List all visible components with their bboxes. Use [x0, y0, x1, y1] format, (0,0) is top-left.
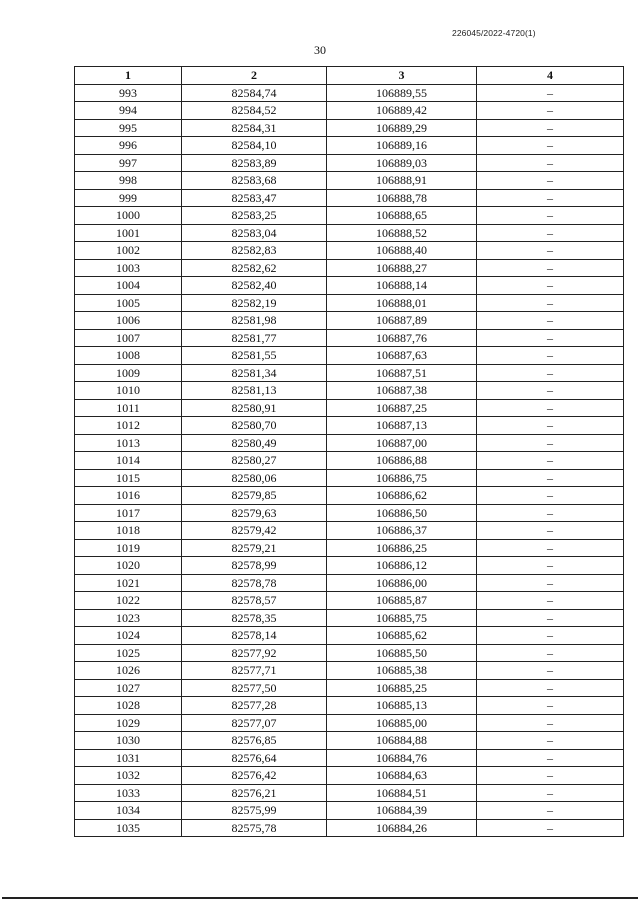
table-cell-col-4: – — [477, 154, 624, 172]
table-cell-col-1: 1014 — [75, 452, 182, 470]
table-row — [75, 539, 624, 557]
table-cell-col-4: – — [477, 207, 624, 225]
table-cell-col-2: 82582,40 — [182, 277, 327, 295]
table-row — [75, 819, 624, 837]
table-cell-col-2: 82580,91 — [182, 399, 327, 417]
table-row — [75, 329, 624, 347]
table-row — [75, 364, 624, 382]
table-cell-col-1: 1035 — [75, 819, 182, 837]
table-row — [75, 732, 624, 750]
table-cell-col-2: 82579,42 — [182, 522, 327, 540]
table-cell-col-4: – — [477, 557, 624, 575]
table-row — [75, 679, 624, 697]
table-cell-col-2: 82578,78 — [182, 574, 327, 592]
table-cell-col-2: 82580,70 — [182, 417, 327, 435]
table-cell-col-3: 106884,26 — [327, 819, 477, 837]
table-cell-col-1: 999 — [75, 189, 182, 207]
table-cell-col-3: 106888,52 — [327, 224, 477, 242]
table-cell-col-1: 1008 — [75, 347, 182, 365]
table-cell-col-2: 82583,25 — [182, 207, 327, 225]
table-cell-col-4: – — [477, 417, 624, 435]
table-cell-col-4: – — [477, 224, 624, 242]
table-cell-col-4: – — [477, 574, 624, 592]
table-cell-col-4: – — [477, 84, 624, 102]
table-cell-col-3: 106889,29 — [327, 119, 477, 137]
table-cell-col-1: 1005 — [75, 294, 182, 312]
table-cell-col-3: 106885,00 — [327, 714, 477, 732]
table-row — [75, 259, 624, 277]
table-cell-col-4: – — [477, 347, 624, 365]
table-cell-col-3: 106885,25 — [327, 679, 477, 697]
table-cell-col-1: 1017 — [75, 504, 182, 522]
table-cell-col-1: 1003 — [75, 259, 182, 277]
table-cell-col-1: 1032 — [75, 767, 182, 785]
table-row — [75, 102, 624, 120]
table-cell-col-1: 1025 — [75, 644, 182, 662]
table-cell-col-1: 1001 — [75, 224, 182, 242]
table-cell-col-4: – — [477, 172, 624, 190]
table-cell-col-1: 1018 — [75, 522, 182, 540]
table-cell-col-3: 106884,88 — [327, 732, 477, 750]
table-cell-col-2: 82580,27 — [182, 452, 327, 470]
table-row — [75, 802, 624, 820]
table-cell-col-2: 82578,57 — [182, 592, 327, 610]
table-row — [75, 557, 624, 575]
column-header-1: 1 — [75, 67, 182, 85]
table-cell-col-3: 106886,75 — [327, 469, 477, 487]
table-cell-col-4: – — [477, 329, 624, 347]
table-cell-col-3: 106887,89 — [327, 312, 477, 330]
table-row — [75, 504, 624, 522]
table-row — [75, 119, 624, 137]
coordinates-table — [74, 66, 624, 837]
table-cell-col-4: – — [477, 592, 624, 610]
table-row — [75, 609, 624, 627]
table-cell-col-2: 82581,55 — [182, 347, 327, 365]
table-cell-col-2: 82577,50 — [182, 679, 327, 697]
table-cell-col-3: 106889,55 — [327, 84, 477, 102]
table-row — [75, 224, 624, 242]
table-row — [75, 487, 624, 505]
table-row — [75, 154, 624, 172]
table-cell-col-4: – — [477, 644, 624, 662]
table-cell-col-4: – — [477, 767, 624, 785]
table-cell-col-3: 106884,63 — [327, 767, 477, 785]
table-cell-col-1: 1021 — [75, 574, 182, 592]
table-row — [75, 452, 624, 470]
table-cell-col-2: 82582,83 — [182, 242, 327, 260]
table-row — [75, 242, 624, 260]
table-cell-col-2: 82583,68 — [182, 172, 327, 190]
table-row — [75, 172, 624, 190]
table-cell-col-4: – — [477, 504, 624, 522]
table-cell-col-4: – — [477, 609, 624, 627]
table-cell-col-2: 82579,85 — [182, 487, 327, 505]
table-cell-col-4: – — [477, 452, 624, 470]
table-cell-col-4: – — [477, 189, 624, 207]
table-cell-col-3: 106885,75 — [327, 609, 477, 627]
table-cell-col-2: 82580,49 — [182, 434, 327, 452]
table-cell-col-4: – — [477, 732, 624, 750]
table-cell-col-2: 82578,99 — [182, 557, 327, 575]
table-row — [75, 749, 624, 767]
table-cell-col-3: 106888,14 — [327, 277, 477, 295]
table-cell-col-2: 82583,04 — [182, 224, 327, 242]
table-row — [75, 627, 624, 645]
table-cell-col-4: – — [477, 469, 624, 487]
table-row — [75, 294, 624, 312]
table-cell-col-1: 994 — [75, 102, 182, 120]
table-cell-col-3: 106886,12 — [327, 557, 477, 575]
table-cell-col-1: 1010 — [75, 382, 182, 400]
table-cell-col-4: – — [477, 784, 624, 802]
table-cell-col-3: 106884,39 — [327, 802, 477, 820]
table-cell-col-1: 1016 — [75, 487, 182, 505]
table-cell-col-4: – — [477, 382, 624, 400]
table-cell-col-1: 1033 — [75, 784, 182, 802]
table-cell-col-3: 106885,38 — [327, 662, 477, 680]
table-cell-col-3: 106886,37 — [327, 522, 477, 540]
table-header-row — [75, 67, 624, 85]
table-row — [75, 312, 624, 330]
table-cell-col-3: 106884,51 — [327, 784, 477, 802]
table-cell-col-1: 1019 — [75, 539, 182, 557]
table-cell-col-1: 998 — [75, 172, 182, 190]
table-row — [75, 434, 624, 452]
table-cell-col-2: 82583,47 — [182, 189, 327, 207]
table-row — [75, 469, 624, 487]
table-cell-col-2: 82582,19 — [182, 294, 327, 312]
table-cell-col-2: 82584,52 — [182, 102, 327, 120]
table-cell-col-4: – — [477, 242, 624, 260]
table-cell-col-2: 82580,06 — [182, 469, 327, 487]
table-cell-col-1: 1030 — [75, 732, 182, 750]
table-cell-col-1: 1023 — [75, 609, 182, 627]
table-cell-col-1: 1022 — [75, 592, 182, 610]
table-cell-col-3: 106887,63 — [327, 347, 477, 365]
table-cell-col-2: 82578,14 — [182, 627, 327, 645]
table-cell-col-3: 106886,88 — [327, 452, 477, 470]
table-cell-col-2: 82581,34 — [182, 364, 327, 382]
table-cell-col-1: 1015 — [75, 469, 182, 487]
table-cell-col-4: – — [477, 259, 624, 277]
table-cell-col-3: 106886,25 — [327, 539, 477, 557]
table-cell-col-4: – — [477, 102, 624, 120]
table-row — [75, 697, 624, 715]
table-cell-col-1: 1000 — [75, 207, 182, 225]
table-cell-col-3: 106888,78 — [327, 189, 477, 207]
table-cell-col-3: 106888,91 — [327, 172, 477, 190]
table-cell-col-1: 1012 — [75, 417, 182, 435]
table-cell-col-1: 997 — [75, 154, 182, 172]
table-cell-col-3: 106887,00 — [327, 434, 477, 452]
table-cell-col-3: 106886,62 — [327, 487, 477, 505]
table-cell-col-1: 1027 — [75, 679, 182, 697]
table-cell-col-2: 82582,62 — [182, 259, 327, 277]
table-cell-col-1: 1013 — [75, 434, 182, 452]
table-cell-col-4: – — [477, 364, 624, 382]
table-cell-col-4: – — [477, 522, 624, 540]
table-cell-col-2: 82583,89 — [182, 154, 327, 172]
table-cell-col-4: – — [477, 539, 624, 557]
table-cell-col-1: 993 — [75, 84, 182, 102]
table-cell-col-2: 82577,07 — [182, 714, 327, 732]
table-row — [75, 592, 624, 610]
table-cell-col-4: – — [477, 697, 624, 715]
table-cell-col-2: 82575,99 — [182, 802, 327, 820]
table-row — [75, 417, 624, 435]
table-cell-col-2: 82576,64 — [182, 749, 327, 767]
table-cell-col-3: 106886,00 — [327, 574, 477, 592]
table-cell-col-3: 106885,87 — [327, 592, 477, 610]
table-cell-col-4: – — [477, 662, 624, 680]
table-cell-col-3: 106888,01 — [327, 294, 477, 312]
table-cell-col-1: 1031 — [75, 749, 182, 767]
table-row — [75, 277, 624, 295]
table-body — [75, 84, 624, 837]
table-cell-col-2: 82575,78 — [182, 819, 327, 837]
table-row — [75, 347, 624, 365]
table-cell-col-2: 82579,63 — [182, 504, 327, 522]
table-cell-col-1: 1020 — [75, 557, 182, 575]
table-row — [75, 644, 624, 662]
table-cell-col-4: – — [477, 487, 624, 505]
table-cell-col-4: – — [477, 399, 624, 417]
table-cell-col-2: 82579,21 — [182, 539, 327, 557]
table-cell-col-2: 82578,35 — [182, 609, 327, 627]
table-cell-col-1: 1026 — [75, 662, 182, 680]
table-row — [75, 574, 624, 592]
table-row — [75, 189, 624, 207]
table-cell-col-1: 1006 — [75, 312, 182, 330]
table-cell-col-1: 996 — [75, 137, 182, 155]
table-cell-col-3: 106887,38 — [327, 382, 477, 400]
table-cell-col-4: – — [477, 679, 624, 697]
column-header-4: 4 — [477, 67, 624, 85]
table-cell-col-2: 82577,28 — [182, 697, 327, 715]
table-cell-col-2: 82577,92 — [182, 644, 327, 662]
column-header-2: 2 — [182, 67, 327, 85]
table-cell-col-3: 106885,62 — [327, 627, 477, 645]
table-cell-col-4: – — [477, 434, 624, 452]
table-cell-col-2: 82584,10 — [182, 137, 327, 155]
table-cell-col-4: – — [477, 749, 624, 767]
table-cell-col-2: 82581,13 — [182, 382, 327, 400]
table-row — [75, 784, 624, 802]
table-cell-col-1: 995 — [75, 119, 182, 137]
table-cell-col-4: – — [477, 312, 624, 330]
document-reference: 226045/2022-4720(1) — [452, 28, 536, 38]
table-cell-col-1: 1002 — [75, 242, 182, 260]
table-cell-col-3: 106887,13 — [327, 417, 477, 435]
table-cell-col-3: 106887,51 — [327, 364, 477, 382]
table-row — [75, 522, 624, 540]
table-cell-col-3: 106887,25 — [327, 399, 477, 417]
table-cell-col-4: – — [477, 802, 624, 820]
table-cell-col-2: 82584,31 — [182, 119, 327, 137]
table-row — [75, 714, 624, 732]
table-cell-col-1: 1028 — [75, 697, 182, 715]
table-cell-col-1: 1004 — [75, 277, 182, 295]
table-cell-col-1: 1011 — [75, 399, 182, 417]
table-cell-col-3: 106888,27 — [327, 259, 477, 277]
table-cell-col-2: 82581,98 — [182, 312, 327, 330]
column-header-3: 3 — [327, 67, 477, 85]
table-row — [75, 382, 624, 400]
table-row — [75, 137, 624, 155]
page-number: 30 — [314, 43, 326, 57]
table-cell-col-3: 106889,42 — [327, 102, 477, 120]
table-cell-col-2: 82581,77 — [182, 329, 327, 347]
table-row — [75, 207, 624, 225]
table-cell-col-3: 106889,16 — [327, 137, 477, 155]
table-cell-col-3: 106888,40 — [327, 242, 477, 260]
table-cell-col-2: 82584,74 — [182, 84, 327, 102]
table-cell-col-4: – — [477, 119, 624, 137]
table-row — [75, 399, 624, 417]
table-cell-col-4: – — [477, 137, 624, 155]
table-cell-col-3: 106884,76 — [327, 749, 477, 767]
table-cell-col-3: 106887,76 — [327, 329, 477, 347]
table-row — [75, 84, 624, 102]
table-row — [75, 662, 624, 680]
table-cell-col-3: 106885,50 — [327, 644, 477, 662]
table-cell-col-4: – — [477, 294, 624, 312]
table-cell-col-3: 106885,13 — [327, 697, 477, 715]
table-cell-col-3: 106889,03 — [327, 154, 477, 172]
table-cell-col-2: 82577,71 — [182, 662, 327, 680]
table-cell-col-1: 1024 — [75, 627, 182, 645]
table-cell-col-1: 1029 — [75, 714, 182, 732]
table-cell-col-1: 1034 — [75, 802, 182, 820]
bottom-rule — [2, 897, 638, 899]
table-cell-col-2: 82576,21 — [182, 784, 327, 802]
table-cell-col-1: 1009 — [75, 364, 182, 382]
table-cell-col-2: 82576,42 — [182, 767, 327, 785]
table-cell-col-3: 106886,50 — [327, 504, 477, 522]
table-cell-col-1: 1007 — [75, 329, 182, 347]
table-cell-col-4: – — [477, 819, 624, 837]
table-cell-col-4: – — [477, 714, 624, 732]
table-row — [75, 767, 624, 785]
table-cell-col-3: 106888,65 — [327, 207, 477, 225]
table-cell-col-4: – — [477, 627, 624, 645]
table-cell-col-4: – — [477, 277, 624, 295]
table-cell-col-2: 82576,85 — [182, 732, 327, 750]
